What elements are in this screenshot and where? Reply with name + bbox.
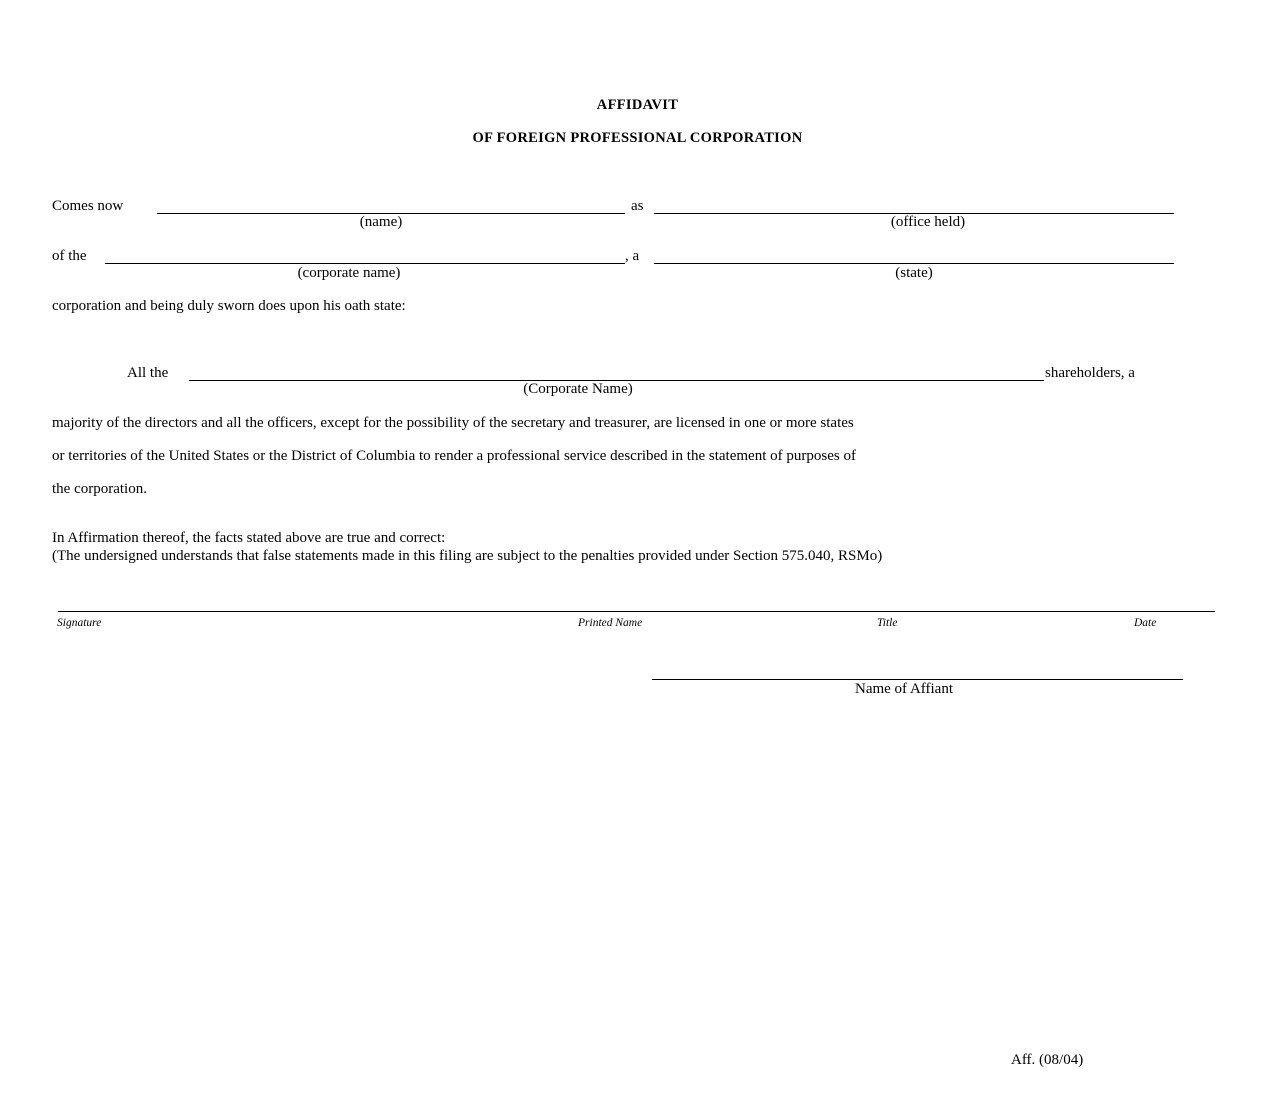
office-held-caption: (office held): [890, 214, 966, 230]
paragraph-line-2: or territories of the United States or the District of Columbia to render a professional service described in the statement of purposes of: [52, 448, 856, 464]
name-caption: (name): [359, 214, 403, 230]
oath-statement: corporation and being duly sworn does upon his oath state:: [52, 298, 406, 314]
corporate-name-caption-2: (Corporate Name): [523, 381, 633, 397]
corporate-name-field[interactable]: [105, 263, 625, 264]
affirmation-statement: In Affirmation thereof, the facts stated above are true and correct:: [52, 530, 446, 546]
paragraph-line-1: majority of the directors and all the officers, except for the possibility of the secretary and treasurer, are licensed in one or more states: [52, 415, 854, 431]
state-field[interactable]: [654, 263, 1174, 264]
comes-now-label: Comes now: [52, 198, 124, 214]
paragraph-line-3: the corporation.: [52, 481, 147, 497]
corporate-name-caption: (corporate name): [297, 265, 401, 281]
document-subtitle: OF FOREIGN PROFESSIONAL CORPORATION: [472, 130, 803, 146]
form-code: Aff. (08/04): [1011, 1052, 1084, 1068]
affiant-name-field[interactable]: [652, 679, 1183, 680]
title-label: Title: [877, 617, 898, 629]
signature-label: Signature: [57, 617, 102, 629]
printed-name-label: Printed Name: [578, 617, 643, 629]
signature-line[interactable]: [58, 611, 1215, 612]
document-title: AFFIDAVIT: [596, 97, 679, 113]
penalty-notice: (The undersigned understands that false statements made in this filing are subject to the penalties provided under Section 575.040, RSMo): [52, 548, 883, 564]
all-the-label: All the: [127, 365, 169, 381]
date-label: Date: [1134, 617, 1157, 629]
shareholders-label: shareholders, a: [1045, 365, 1135, 381]
as-label: as: [631, 198, 644, 214]
comma-a-label: , a: [625, 248, 640, 264]
affiant-name-caption: Name of Affiant: [854, 681, 954, 697]
state-caption: (state): [895, 265, 933, 281]
of-the-label: of the: [52, 248, 87, 264]
